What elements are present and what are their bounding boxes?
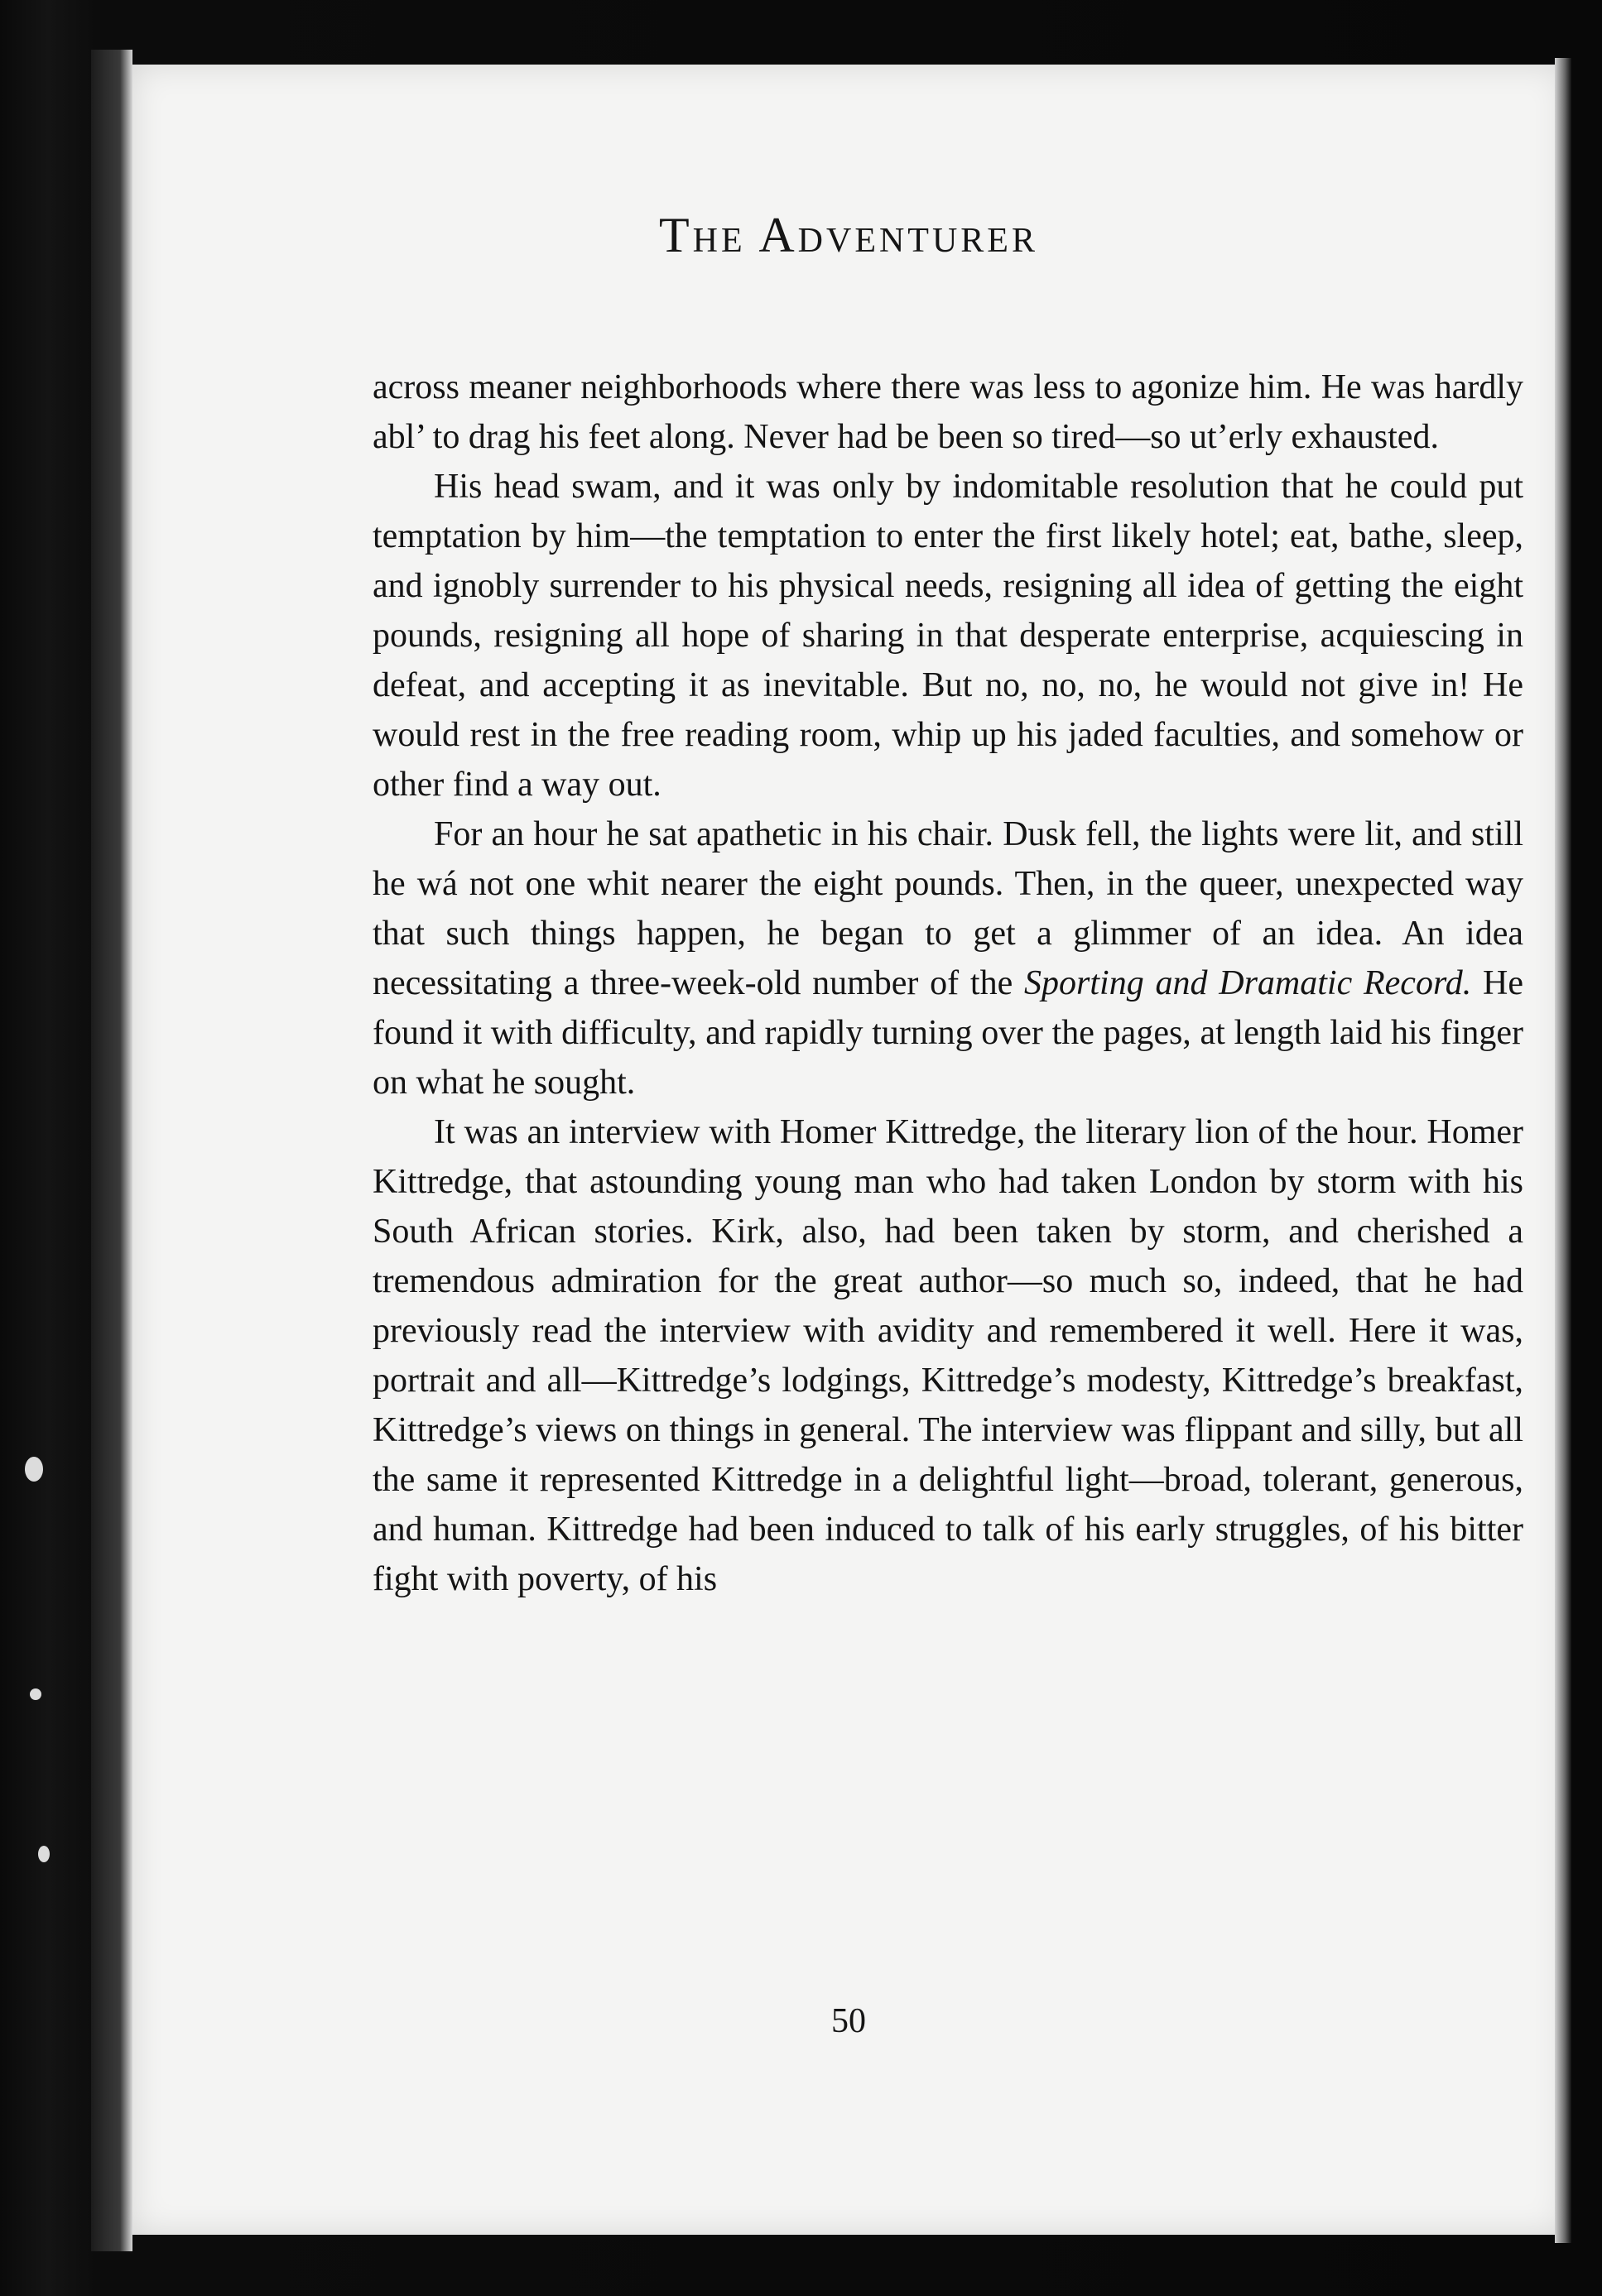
paragraph-3 <box>373 809 1523 1107</box>
paragraph-3-text-b: He found it with difficulty, and rapidly turning over the pages, at length laid his finger on what he sought. <box>373 964 1523 1102</box>
scan-speck <box>30 1688 41 1700</box>
running-head: The Adventurer <box>659 208 1038 262</box>
paragraph-3-text-a: For an hour he sat apathetic in his chair. Dusk fell, the lights were lit, and still he wá not one whit nearer the eight pounds. Then, in the queer, unexpected way that such things happen, he began to get a glimmer of an idea. An idea necessitating a three-week-old number of the <box>373 815 1523 1002</box>
scan-speck <box>38 1846 50 1862</box>
paragraph-4: It was an interview with Homer Kittredge, the literary lion of the hour. Homer Kittredge, that astounding young man who had taken London by storm with his South African stories. Kirk, also, had been taken by storm, and cherished a tremendous admiration for the great author—so much so, indeed, that he had previously read the interview with avidity and remembered it well. Here it was, portrait and all—Kittredge’s lodgings, Kittredge’s modesty, Kittredge’s breakfast, Kittredge’s views on things in general. The interview was flippant and silly, but all the same it represented Kittredge in a delightful light—broad, tolerant, generous, and human. Kittredge had been induced to talk of his early struggles, of his bitter fight with poverty, of his <box>373 1113 1523 1598</box>
paragraph-2: His head swam, and it was only by indomitable resolution that he could put temptation by him—the temptation to enter the first likely hotel; eat, bathe, sleep, and ignobly surrender to his physical needs, resigning all idea of getting the eight pounds, resigning all hope of sharing in that desperate enterprise, acquiescing in defeat, and accepting it as inevitable. But no, no, no, he would not give in! He would rest in the free reading room, whip up his jaded faculties, and somehow or other find a way out. <box>373 468 1523 804</box>
book-binding-edge <box>91 50 132 2251</box>
paragraph-1: across meaner neighborhoods where there was less to agonize him. He was hardly abl’ to drag his feet along. Never had be been so tired—so ut’erly exhausted. <box>373 368 1523 456</box>
italic-title: Sporting and Dramatic Record. <box>1024 964 1472 1002</box>
body-text <box>373 363 1523 1604</box>
book-page <box>132 65 1565 2235</box>
page-right-edge <box>1555 58 1571 2243</box>
page-number: 50 <box>831 2002 866 2040</box>
scan-speck <box>25 1457 43 1482</box>
